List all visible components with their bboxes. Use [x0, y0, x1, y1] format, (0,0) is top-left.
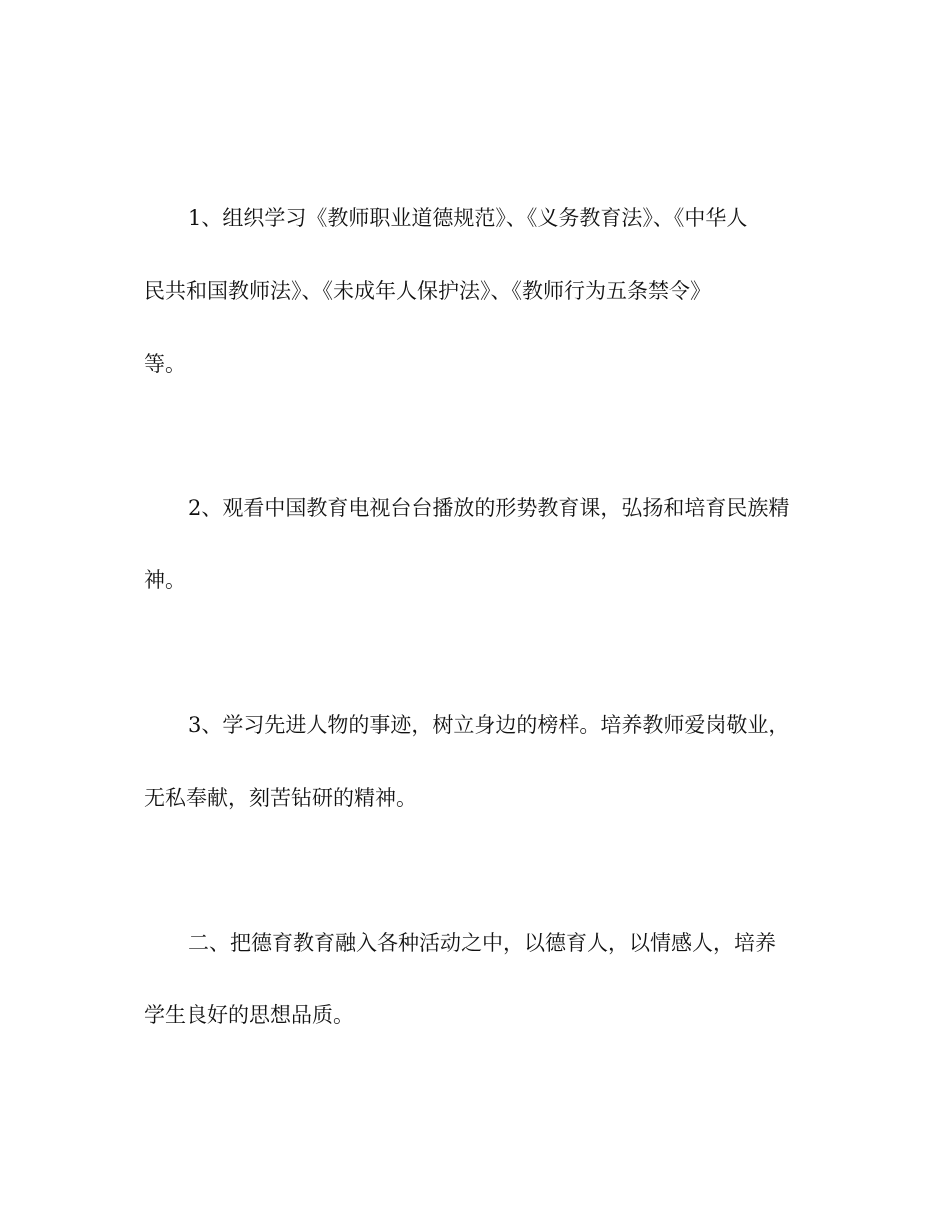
paragraph-line: 1、组织学习《教师职业道德规范》、《义务教育法》、《中华人	[188, 206, 748, 230]
paragraph-line: 2、观看中国教育电视台台播放的形势教育课，弘扬和培育民族精	[188, 496, 790, 520]
paragraph-line: 神。	[144, 568, 186, 592]
paragraph-line: 无私奉献，刻苦钻研的精神。	[144, 786, 417, 810]
paragraph-line: 3、学习先进人物的事迹，树立身边的榜样。培养教师爱岗敬业，	[188, 713, 790, 737]
paragraph-line: 等。	[144, 352, 186, 376]
paragraph-line: 学生良好的思想品质。	[144, 1003, 354, 1027]
paragraph-line: 民共和国教师法》、《未成年人保护法》、《教师行为五条禁令》	[144, 279, 711, 303]
paragraph-line: 二、把德育教育融入各种活动之中，以德育人，以情感人，培养	[188, 931, 776, 955]
